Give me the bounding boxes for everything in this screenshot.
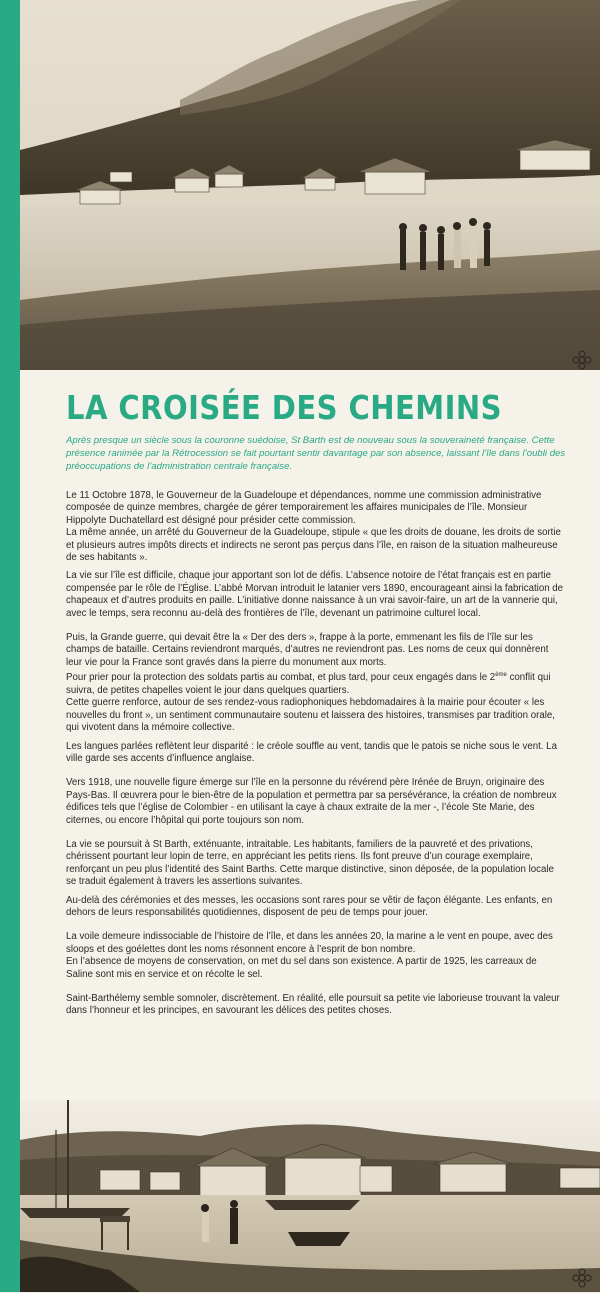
- paragraph: Saint-Barthélemy semble somnoler, discrètement. En réalité, elle poursuit sa petite vie laborieuse trouvant la valeur dans l’honneur et les principes, en savourant les délices des petites choses.: [66, 993, 560, 1017]
- intro-paragraph: Après presque un siècle sous la couronne suédoise, St Barth est de nouveau sous la souveraineté française. Cette présence ranimée par la Rétrocession se fait pourtant sentir davantage par son absence, laissant l’île dans l’oubli des préoccupations de l’administration centrale française.: [66, 435, 566, 472]
- accent-bar: [0, 0, 20, 1292]
- bottom-historical-photo: [20, 1100, 600, 1292]
- paragraph: Au-delà des cérémonies et des messes, les occasions sont rares pour se vêtir de façon élégante. Les enfants, en dehors de leurs responsabilités quotidiennes, disposent de peu de temps pour jouer.: [66, 894, 553, 919]
- paragraph: Les langues parlées reflètent leur disparité : le créole souffle au vent, tandis que le patois se niche sous le vent. La ville garde ses accents d’influence anglaise.: [66, 740, 557, 764]
- page-title: LA CROISÉE DES CHEMINS: [66, 388, 502, 427]
- compass-rose-icon: [572, 1268, 592, 1293]
- top-historical-photo: [20, 0, 600, 370]
- paragraph: La vie se poursuit à St Barth, exténuante, intraitable. Les habitants, familiers de la pauvreté et des privations, chérissent pourtant leur lopin de terre, en appréciant les petits riens. Ils font preuve d’un courage exemplaire, renforçant un peu plus l’identité des Saint Barths. Cette marque distinctive, sinon déposée, de la population locale se traduit également à travers les assertions suivantes.: [66, 838, 554, 888]
- paragraph: Vers 1918, une nouvelle figure émerge sur l’île en la personne du révérend père Irénée de Bruyn, originaire des Pays-Bas. Il œuvrera pour le bien-être de la population et permettra par sa persévérance, la création de nombreux édifices tels que l’église de Colombier - en utilisant la caye à chaux extraite de la mer -, l’école Ste Marie, des citernes, ou encore l’hôpital qui porte toujours son nom.: [66, 777, 557, 826]
- paragraph: La vie sur l’île est difficile, chaque jour apportant son lot de défis. L’absence notoire de l’état français est en partie compensée par le rôle de l’Église. L’abbé Morvan introduit le latanier vers 1890, encourageant ainsi la fabrication de chapeaux et d’autres produits en paille. L’initiative donne naissance à un vrai savoir-faire, un art de la vannerie qui, avec le temps, sera reconnu au-delà des frontières de l’île, devenant un patrimoine culturel local.: [66, 570, 564, 619]
- paragraph: Le 11 Octobre 1878, le Gouverneur de la Guadeloupe et dépendances, nomme une commission administrative composée de quinze membres, chargée de gérer temporairement les affaires municipales de l’île. Monsieur Hippolyte Duchatellard est désigné pour présider cette commission. La même année, un arrêté du Gouverneur de la Guadeloupe, stipule « que les droits de douane, les droits de sortie et plusieurs autres impôts directs et indirects ne seront pas perçus dans l’île, en raison de la situation malheureuse de ses habitants ».: [66, 490, 561, 564]
- paragraph: Puis, la Grande guerre, qui devait être la « Der des ders », frappe à la porte, emmenant les fils de l’île sur les champs de bataille. Certains reviendront marqués, d’autres ne reviendront pas. Les noms de ceux qui donnèrent leur vie pour la France sont gravés dans la pierre du monument aux morts. Pour prier pour la protection des soldats partis au combat, et plus tard, pour ceux engagés dans le 2ème conflit qui suivra, de petites chapelles voient le jour dans quelques quartiers. Cette guerre renforce, autour de ses rendez-vous radiophoniques hebdomadaires à la mairie pour écouter « les nouvelles du front », un sentiment communautaire soutenu et laissera des histoires, transmises par tradition orale, qui vivotent dans la mémoire collective.: [66, 632, 555, 734]
- paragraph: La voile demeure indissociable de l’histoire de l’île, et dans les années 20, la marine a le vent en poupe, avec des sloops et des goélettes dont les noms résonnent encore à l’esprit de bon nombre. En l’absence de moyens de conservation, on met du sel dans son existence. A partir de 1925, les carreaux de Saline sont mis en service et on récolte le sel.: [66, 931, 553, 980]
- body-text: [66, 490, 566, 1030]
